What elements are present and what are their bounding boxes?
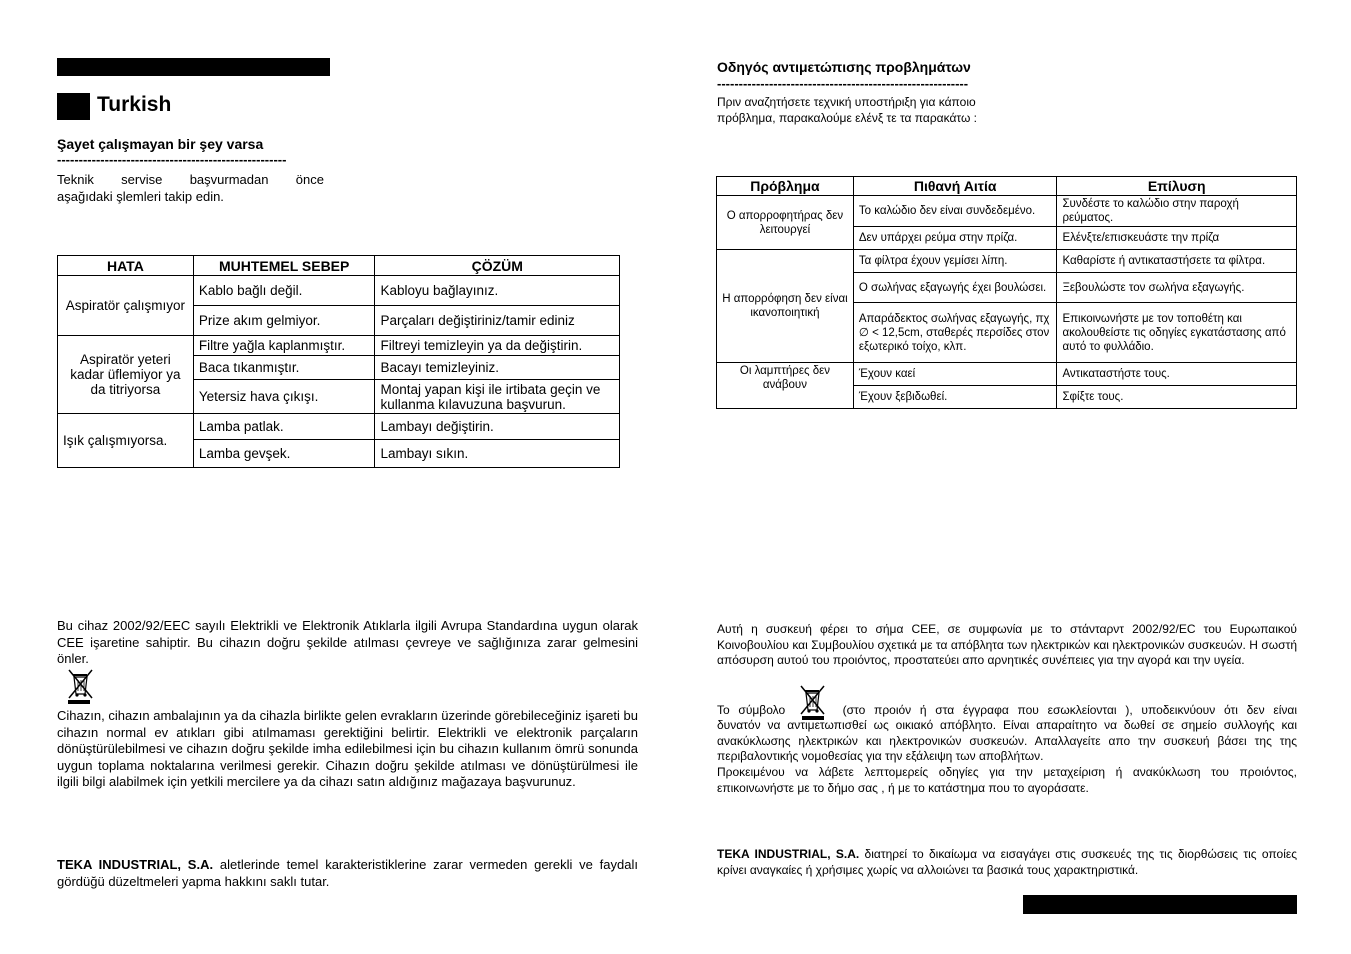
cause-cell: Lamba patlak. [193,414,375,440]
cause-cell: Lamba gevşek. [193,440,375,468]
problem-cell: Οι λαμπτήρες δεν ανάβουν [717,363,854,409]
cause-cell: Τα φίλτρα έχουν γεμίσει λίπη. [853,250,1057,273]
footer-bar [1023,895,1297,914]
weee-paragraph-3-greek: Προκειμένου να λάβετε λεπτομερείς οδηγίες για την μεταχείριση ή ανακύκλωση του προιόντος, επικοινωνήστε με το δήμο σας , ή με το κατάστημα που το αγοράσατε. [717,765,1297,795]
cause-cell: Baca tıkanmıştır. [193,356,375,380]
solution-cell: Συνδέστε το καλώδιο στην παροχή ρεύματος. [1057,196,1297,227]
cause-cell: Δεν υπάρχει ρεύμα στην πρίζα. [853,227,1057,250]
solution-cell: Montaj yapan kişi ile irtibata geçin ve kullanma kılavuzuna başvurun. [375,380,620,414]
weee-paragraph-1: Bu cihaz 2002/92/EEC sayılı Elektrikli ve Elektronik Atıklarla ilgili Avrupa Standardına uygun olarak CEE işaretine sahiptir. Bu cihazın doğru şekilde atılması çevreye ve sağlığınıza zarar gelmesini önler. [57,618,638,666]
problem-cell: Η απορρόφηση δεν είναι ικανοποιητική [717,250,854,363]
solution-cell: Filtreyi temizleyin ya da değiştirin. [375,336,620,356]
troubleshoot-heading-greek: Οδηγός αντιμετώπισης προβλημάτων [717,59,971,75]
problem-cell: Aspiratör yeteri kadar üflemiyor ya da titriyorsa [58,336,194,414]
weee-symbol-line: Το σύμβολο (στο προιόν ή στα έγγραφα που εσωκλείονται ), υποδεικνύουν ότι δεν είναι [717,703,1298,717]
col-header-solution: Επίλυση [1057,177,1297,196]
weee-paragraph-1-greek: Αυτή η συσκευή φέρει το σήμα CEE, σε συμφωνία με το στάνταρντ 2002/92/EC του Ευρωπαικού Κοινοβουλίου και Συμβουλίου σχετικά με τα απόβλητα των ηλεκτρικών και ηλεκτρονικών συσκευών. Η σωστή απόσυρση αυτού του προιόντος, προστατεύει απο αρνητικές συνέπειες για την αγορά και την υγεία. [717,622,1297,667]
weee-paragraph-2-greek: δυνατόν να αντιμετωπισθεί ως οικιακό απόβλητο. Είναι απαραίτητο να δωθεί σε σημείο συλλογής και ανακύκλωσης ηλεκτρικών και ηλεκτρονικών συσκευών. Απαλλαγείτε απο την συσκευή βάσει της της περιβαλοντικής νομοθεσίας για την εξάλειψη των αποβλήτων. [717,718,1297,763]
solution-cell: Parçaları değiştiriniz/tamir ediniz [375,306,620,336]
solution-cell: Lambayı sıkın. [375,440,620,468]
solution-cell: Lambayı değiştirin. [375,414,620,440]
solution-cell: Ξεβουλώστε τον σωλήνα εξαγωγής. [1057,273,1297,303]
cause-cell: Filtre yağla kaplanmıştır. [193,336,375,356]
problem-cell: Aspiratör çalışmıyor [58,276,194,336]
weee-bin-icon [798,684,828,722]
col-header-cause: MUHTEMEL SEBEP [193,256,375,276]
troubleshoot-table [57,255,620,468]
solution-cell: Επικοινωνήστε με τον τοποθέτη και ακολουθείστε τις οδηγίες εγκατάστασης από αυτό το φυλλάδιο. [1057,303,1297,363]
solution-cell: Bacayı temizleyiniz. [375,356,620,380]
solution-cell: Ελένξτε/επισκευάστε την πρίζα [1057,227,1297,250]
cause-cell: Το καλώδιο δεν είναι συνδεδεμένο. [853,196,1057,227]
col-header-problem: HATA [58,256,194,276]
heading-underline-greek: ---------------------------------------------------------- [717,76,969,91]
col-header-problem: Πρόβλημα [717,177,854,196]
troubleshoot-table-greek [716,176,1297,409]
solution-cell: Αντικαταστήστε τους. [1057,363,1297,386]
col-header-solution: ÇÖZÜM [375,256,620,276]
cause-cell: Ο σωλήνας εξαγωγής έχει βουλώσει. [853,273,1057,303]
teka-notice [57,857,638,890]
cause-cell: Prize akım gelmiyor. [193,306,375,336]
weee-paragraph-2: Cihazın, cihazın ambalajının ya da cihazla birlikte gelen evrakların üzerinde görebileceğiniz işareti bu cihazın normal ev atıkları gibi atılmaması gerektiğini belirtir. Elektrikli ve elektronik parçaların dönüştürülebilmesi ve cihazın doğru şekilde imha edilebilmesi için bu cihazın kullanım ömrü sonunda uygun toplama noktalarına verilmesi gerekir. Cihazın doğru şekilde atılması ve dönüştürülmesi ile ilgili bilgi alabilmek için yetkili mercilere ya da cihazı satın aldığınız mağazaya başvurunuz. [57,708,638,789]
language-title: Turkish [97,93,172,116]
cause-cell: Απαράδεκτος σωλήνας εξαγωγής, πχ ∅ < 12,5cm, σταθερές περσίδες στον εξωτερικό τοίχο, κλπ. [853,303,1057,363]
teka-notice-greek [717,847,1297,878]
cause-cell: Έχουν ξεβιδωθεί. [853,386,1057,409]
solution-cell: Καθαρίστε ή αντικαταστήσετε τα φίλτρα. [1057,250,1297,273]
language-marker [57,93,90,120]
cause-cell: Kablo bağlı değil. [193,276,375,306]
problem-cell: Işık çalışmıyorsa. [58,414,194,468]
solution-cell: Kabloyu bağlayınız. [375,276,620,306]
intro-text: Teknik servise başvurmadan önce aşağıdaki şlemleri takip edin. [57,172,324,204]
troubleshoot-heading: Şayet çalışmayan bir şey varsa [57,136,264,152]
cause-cell: Yetersiz hava çıkışı. [193,380,375,414]
teka-company-name: TEKA INDUSTRIAL, S.A. [57,857,214,872]
teka-notice-text: διατηρεί το δικαίωμα να εισαγάγει στις συσκευές της τις διορθώσεις τις οποίες κρίνει αναγκαίες ή χρήσιμες χωρίς να αλλοιώνει τα βασικά τους χαρακτηριστικά. [717,847,1297,877]
teka-company-name: TEKA INDUSTRIAL, S.A. [717,847,860,861]
solution-cell: Σφίξτε τους. [1057,386,1297,409]
teka-notice-text: aletlerinde temel karakteristiklerine zarar vermeden gerekli ve faydalı gördüğü düzeltmeleri yapma hakkını saklı tutar. [57,857,638,889]
heading-underline: ----------------------------------------------------- [57,152,287,167]
intro-text-greek: Πριν αναζητήσετε τεχνική υποστήριξη για κάποιο πρόβλημα, παρακαλούμε ελένξ τε τα παρακάτω : [717,95,978,125]
weee-bin-icon [66,668,96,706]
col-header-cause: Πιθανή Αιτία [853,177,1057,196]
cause-cell: Έχουν καεί [853,363,1057,386]
problem-cell: Ο απορροφητήρας δεν λειτουργεί [717,196,854,250]
header-bar [57,58,330,76]
